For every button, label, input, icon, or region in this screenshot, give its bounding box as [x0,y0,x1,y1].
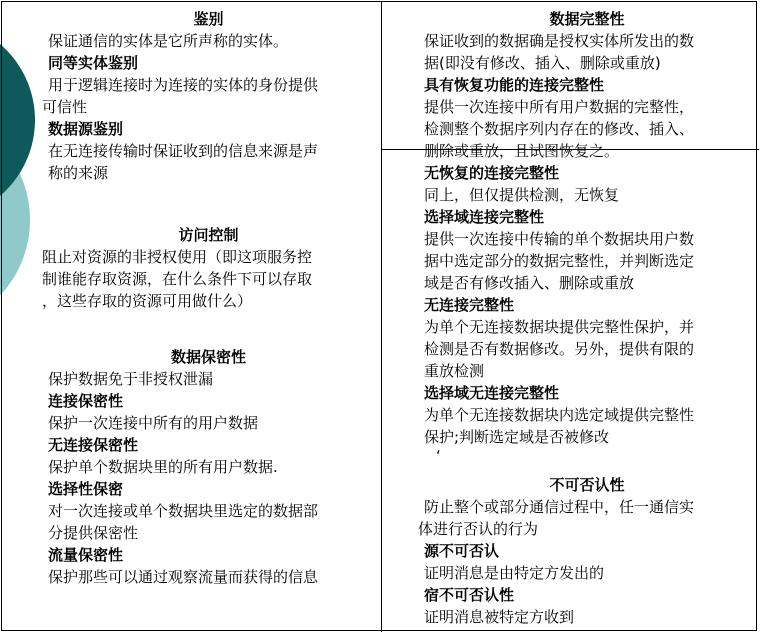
source-nonrep-title: 源不可否认 [424,542,500,560]
right-column [418,8,756,628]
connectionless-integrity-desc-2: 检测是否有数据修改。另外，提供有限的 [424,340,695,358]
selective-connectionless-desc-2: 保护;判断选定域是否被修改 [424,428,610,446]
origin-auth-desc-1: 在无连接传输时保证收到的信息来源是声 [48,142,319,160]
connectionless-integrity-title: 无连接完整性 [424,296,515,314]
confidentiality-desc: 保护数据免于非授权泄漏 [48,370,214,388]
traffic-conf-desc: 保护那些可以通过观察流量而获得的信息 [48,568,319,586]
stray-mark: ‘ [436,447,441,465]
selective-field-integrity-desc-3: 域是否有修改插入、删除或重放 [424,274,635,292]
norecovery-integrity-desc: 同上，但仅提供检测，无恢复 [424,186,620,204]
origin-auth-desc-2: 称的来源 [48,164,109,182]
recovery-integrity-desc-2: 检测整个数据序列内存在的修改、插入、 [424,120,695,138]
source-nonrep-desc: 证明消息是由特定方发出的 [424,564,605,582]
nonrepudiation-desc-1: 防止整个或部分通信过程中，任一通信实 [424,498,695,516]
dest-nonrep-desc: 证明消息被特定方收到 [424,608,575,626]
integrity-title: 数据完整性 [549,10,625,28]
peer-auth-title: 同等实体鉴别 [48,54,139,72]
peer-auth-desc-1: 用于逻辑连接时为连接的实体的身份提供 [48,76,319,94]
connectionless-integrity-desc-3: 重放检测 [424,362,485,380]
sel-conf-desc-1: 对一次连接或单个数据块里选定的数据部 [48,502,319,520]
left-column [42,8,375,588]
integrity-desc-1: 保证收到的数据确是授权实体所发出的数 [424,32,695,50]
connectionless-integrity-desc-1: 为单个无连接数据块提供完整性保护，并 [424,318,695,336]
traffic-conf-title: 流量保密性 [48,546,124,564]
noconn-conf-title: 无连接保密性 [48,436,139,454]
conn-conf-title: 连接保密性 [48,392,124,410]
auth-title: 鉴别 [193,10,224,28]
access-control-desc-3: ，这些存取的资源可用做什么） [42,292,253,310]
recovery-integrity-desc-3: 删除或重放，且试图恢复之。 [424,142,620,160]
conn-conf-desc: 保护一次连接中所有的用户数据 [48,414,259,432]
selective-field-integrity-desc-2: 据中选定部分的数据完整性，并判断选定 [424,252,695,270]
dest-nonrep-title: 宿不可否认性 [424,586,515,604]
column-divider [381,2,382,632]
noconn-conf-desc: 保护单个数据块里的所有用户数据. [48,458,278,476]
nonrepudiation-title: 不可否认性 [549,476,625,494]
norecovery-integrity-title: 无恢复的连接完整性 [424,164,560,182]
access-control-title: 访问控制 [178,226,239,244]
auth-desc: 保证通信的实体是它所声称的实体。 [48,32,289,50]
confidentiality-title: 数据保密性 [170,348,246,366]
integrity-desc-2: 据(即没有修改、插入、删除或重放) [424,54,661,72]
selective-connectionless-desc-1: 为单个无连接数据块内选定域提供完整性 [424,406,695,424]
selective-connectionless-title: 选择域无连接完整性 [424,384,560,402]
selective-field-integrity-title: 选择域连接完整性 [424,208,545,226]
nonrepudiation-desc-2: 体进行否认的行为 [418,520,539,538]
selective-field-integrity-desc-1: 提供一次连接中传输的单个数据块用户数 [424,230,695,248]
origin-auth-title: 数据源鉴别 [48,120,124,138]
access-control-desc-1: 阻止对资源的非授权使用（即这项服务控 [42,248,313,266]
peer-auth-desc-2: 可信性 [42,98,88,116]
sel-conf-title: 选择性保密 [48,480,124,498]
sel-conf-desc-2: 分提供保密性 [48,524,139,542]
recovery-integrity-title: 具有恢复功能的连接完整性 [424,76,605,94]
access-control-desc-2: 制谁能存取资源，在什么条件下可以存取 [42,270,313,288]
recovery-integrity-desc-1: 提供一次连接中所有用户数据的完整性， [424,98,695,116]
